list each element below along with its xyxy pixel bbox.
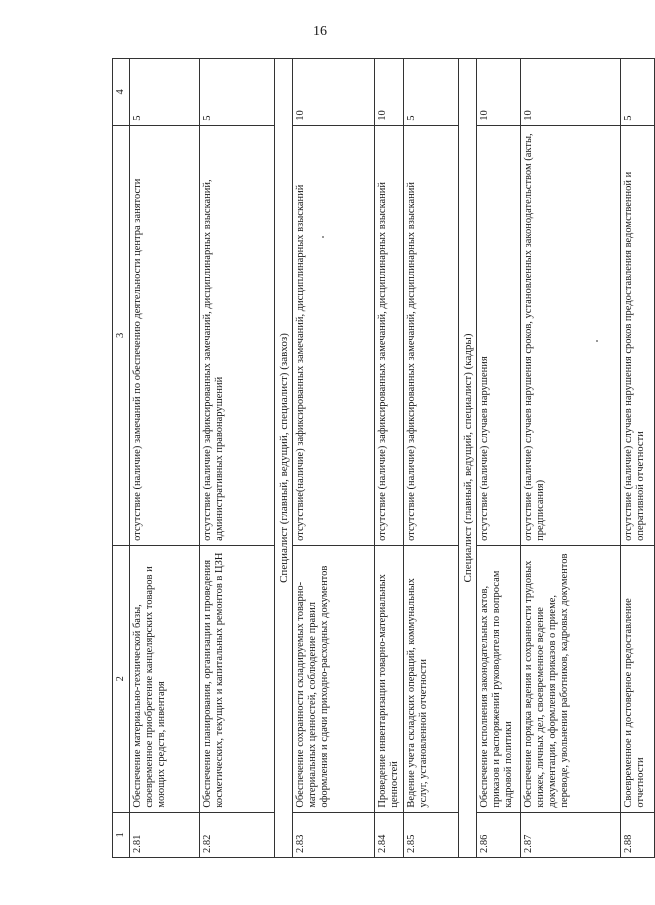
row-number: 2.82 (200, 812, 275, 857)
table-row (375, 59, 404, 858)
row-criterion: отсутствие (наличие) зафиксированных замечаний, дисциплинарных взысканий (404, 125, 459, 545)
row-indicator: Обеспечение исполнения законодательных актов, приказов и распоряжений руководителя по вопросам кадровой политики (477, 545, 521, 812)
row-number: 2.84 (375, 812, 404, 857)
row-criterion: отсутствие (наличие) случаев нарушения сроков предоставления ведомственной и оперативной отчетности (621, 125, 655, 545)
row-number: 2.81 (130, 812, 200, 857)
row-criterion: отсутствие (наличие) замечаний по обеспечению деятельности центра занятости (130, 125, 200, 545)
section-row (275, 59, 293, 858)
row-score: 10 (477, 59, 521, 126)
row-indicator: Проведение инвентаризации товарно-материальных ценностей (375, 545, 404, 812)
table-row (200, 59, 275, 858)
row-score: 5 (404, 59, 459, 126)
header-cell-c4: 4 (113, 59, 130, 126)
row-score: 5 (200, 59, 275, 126)
row-criterion: отсутствие (наличие) случаев нарушения сроков, установленных законодательством (акты, предписания) (521, 125, 621, 545)
table-row (621, 59, 655, 858)
row-score: 5 (621, 59, 655, 126)
header-cell-c2: 2 (113, 545, 130, 812)
header-cell-c1: 1 (113, 812, 130, 857)
criteria-table (112, 58, 655, 858)
section-title: Специалист (главный, ведущий, специалист) (завхоз) (275, 59, 293, 858)
row-number: 2.83 (293, 812, 375, 857)
page-number: 16 (313, 24, 327, 39)
row-score: 10 (375, 59, 404, 126)
section-title: Специалист (главный, ведущий, специалист) (кадры) (459, 59, 477, 858)
row-criterion: отсутствие (наличие) зафиксированных замечаний, дисциплинарных взысканий (375, 125, 404, 545)
row-score: 10 (521, 59, 621, 126)
table-row (293, 59, 375, 858)
row-indicator: Своевременное и достоверное предоставление отчетности (621, 545, 655, 812)
scan-speck (322, 236, 324, 238)
table-header-row (113, 59, 130, 858)
row-indicator: Обеспечение планирования, организации и проведения косметических, текущих и капитальных ремонтов в ЦЗН (200, 545, 275, 812)
criteria-table-body (113, 59, 655, 858)
row-number: 2.88 (621, 812, 655, 857)
header-cell-c3: 3 (113, 125, 130, 545)
row-number: 2.87 (521, 812, 621, 857)
row-criterion: отсутствие(наличие) зафиксированных замечаний, дисциплинарных взысканий (293, 125, 375, 545)
table-row (130, 59, 200, 858)
table-row (404, 59, 459, 858)
row-indicator: Обеспечение порядка ведения и сохранности трудовых книжек, личных дел, своевременное ведение документации, оформления приказов о приеме, переводе, увольнении работников, кадровых документов (521, 545, 621, 812)
row-indicator: Обеспечение материально-технической базы, своевременное приобретение канцелярских товаров и моющих средств, инвентаря (130, 545, 200, 812)
row-number: 2.86 (477, 812, 521, 857)
row-criterion: отсутствие (наличие) случаев нарушения (477, 125, 521, 545)
scan-speck (596, 340, 598, 342)
row-score: 5 (130, 59, 200, 126)
row-criterion: отсутствие (наличие) зафиксированных замечаний, дисциплинарных взысканий, административных правонарушений (200, 125, 275, 545)
row-indicator: Ведение учета складских операций, коммунальных услуг, установленной отчетности (404, 545, 459, 812)
rotated-table-container (112, 58, 646, 858)
row-indicator: Обеспечение сохранности складируемых товарно-материальных ценностей, соблюдение правил оформления и сдачи приходно-расходных документов (293, 545, 375, 812)
table-row (521, 59, 621, 858)
row-number: 2.85 (404, 812, 459, 857)
table-row (477, 59, 521, 858)
section-row (459, 59, 477, 858)
row-score: 10 (293, 59, 375, 126)
